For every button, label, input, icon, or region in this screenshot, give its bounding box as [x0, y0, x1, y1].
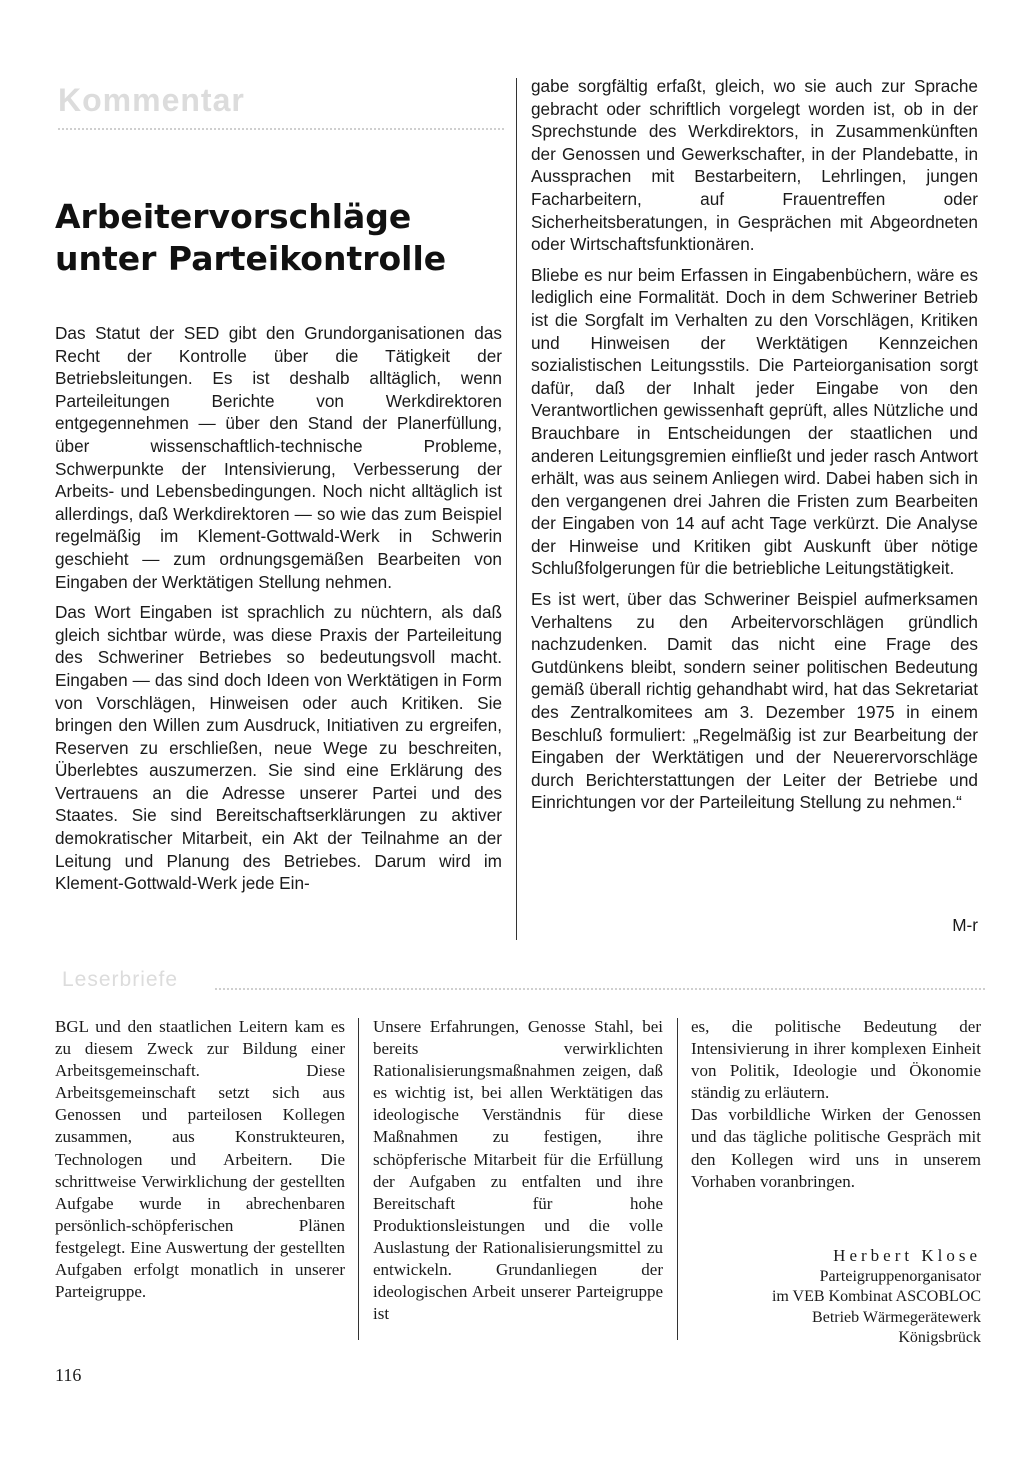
- signature-name: Herbert Klose: [833, 1246, 981, 1265]
- article-paragraph: Bliebe es nur beim Erfassen in Eingabenbüchern, wäre es lediglich eine Formalität. Doch in dem Schweriner Betrieb ist die Sorgfalt im Verhalten zu den Vorschlägen, Kritiken und Hinweisen der Werktätigen Kennzeichen sozialistischen Leitungsstils. Die Parteiorganisation sorgt dafür, daß der Inhalt jeder Eingabe von den Verantwortlichen gewissenhaft geprüft, alles Nützliche und Brauchbare in Entscheidungen der staatlichen und anderen Leitungsgremien einfließt und jeder rasch Antwort erhält, was aus seinem Anliegen wird. Dabei haben sich in den vergangenen drei Jahren die Fristen zum Bearbeiten der Eingaben von 14 auf acht Tage verkürzt. Die Analyse der Hinweise und Kritiken gibt Auskunft über nötige Schlußfolgerungen für die betriebliche Leitungstätigkeit.: [531, 264, 978, 579]
- article-left-column: [55, 322, 502, 903]
- headline-line-2: unter Parteikontrolle: [55, 239, 447, 278]
- signature-role: Parteigruppenorganisator: [819, 1267, 981, 1285]
- letter-signature: [691, 1246, 981, 1349]
- signature-dept: Betrieb Wärmegerätewerk: [812, 1308, 981, 1326]
- column-divider: [677, 1018, 678, 1340]
- article-right-column: [531, 75, 978, 822]
- section-label-leserbriefe: Leserbriefe: [62, 968, 179, 991]
- letter-paragraph: BGL und den staatlichen Leitern kam es zu diesem Zweck zur Bildung einer Arbeitsgemeinschaft. Diese Arbeitsgemeinschaft setzt sich aus Genossen und parteilosen Kollegen zusammen, aus Konstrukteuren, Technologen und Arbeitern. Die schrittweise Verwirklichung der gestellten Aufgabe wurde in abrechenbaren persönlich-schöpferischen Plänen festgelegt. Eine Auswertung der gestellten Aufgaben erfolgt monatlich in unserer Parteigruppe.: [55, 1017, 345, 1302]
- headline-line-1: Arbeitervorschläge: [55, 197, 412, 236]
- article-headline: [55, 196, 505, 280]
- letter-column-1: [55, 1016, 345, 1303]
- column-divider: [358, 1018, 359, 1340]
- author-initials: M-r: [952, 915, 978, 935]
- letter-paragraph: Das vorbildliche Wirken der Genossen und das tägliche politische Gespräch mit den Kollegen wird uns in unserem Vorhaben voranbringen.: [691, 1105, 981, 1191]
- article-paragraph: Das Statut der SED gibt den Grundorganisationen das Recht der Kontrolle über die Tätigkeit der Betriebsleitungen. Es ist deshalb alltäglich, wenn Parteileitungen Berichte von Werkdirektoren entgegennehmen — über den Stand der Planerfüllung, über wissenschaftlich-technische Probleme, Schwerpunkte der Intensivierung, Verbesserung der Arbeits- und Lebensbedingungen. Noch nicht alltäglich ist allerdings, daß Werkdirektoren — so wie das zum Beispiel regelmäßig im Klement-Gottwald-Werk in Schwerin geschieht — zum ordnungsgemäßen Bearbeiten von Eingaben der Werktätigen Stellung nehmen.: [55, 323, 502, 592]
- signature-place: Königsbrück: [898, 1329, 981, 1346]
- article-paragraph: Es ist wert, über das Schweriner Beispiel aufmerksamen Verhaltens zu den Arbeitervorschlägen gründlich nachzudenken. Damit das nicht eine Frage des Gutdünkens bleibt, sondern seiner politischen Bedeutung gemäß überall richtig gehandhabt wird, hat das Sekretariat des Zentralkomitees am 3. Dezember 1975 in einem Beschluß formuliert: „Regelmäßig ist zur Bearbeitung der Eingaben der Werktätigen und der Neuerervorschläge durch Berichterstattungen der Leiter der Betriebe und Einrichtungen vor der Parteileitung Stellung zu nehmen.“: [531, 589, 978, 813]
- article-paragraph: Das Wort Eingaben ist sprachlich zu nüchtern, als daß gleich sichtbar würde, was diese Praxis der Parteileitung des Schweriner Betriebes so bedeutungsvoll macht. Eingaben — das sind doch Ideen von Werktätigen in Form von Vorschlägen, Hinweisen oder auch Kritiken. Sie bringen den Willen zum Ausdruck, Initiativen zu ergreifen, Reserven zu erschließen, neue Wege zu beschreiten, Überlebtes auszumerzen. Sie sind eine Erklärung des Vertrauens an die Adresse unserer Partei und des Staates. Sie sind Bereitschaftserklärungen zu aktiver demokratischer Mitarbeit, ein Akt der Teilnahme an der Leitung und Planung des Betriebes. Darum wird im Klement-Gottwald-Werk jede Ein-: [55, 602, 502, 894]
- page-number: 116: [55, 1365, 82, 1385]
- section-label-kommentar: Kommentar: [58, 82, 245, 118]
- section-rule: [58, 128, 504, 130]
- letter-column-3: [691, 1016, 981, 1193]
- signature-org: im VEB Kombinat ASCOBLOC: [771, 1288, 981, 1305]
- column-divider: [516, 78, 517, 940]
- article-paragraph: gabe sorgfältig erfaßt, gleich, wo sie auch zur Sprache gebracht oder schriftlich vorgelegt worden ist, ob in der Sprechstunde des Werkdirektors, in Zusammenkünften der Genossen und Gewerkschafter, in der Plandebatte, in Aussprachen mit Bestarbeitern, Lehrlingen, jungen Facharbeitern, auf Frauentreffen oder Sicherheitsberatungen, in Gesprächen mit Abgeordneten oder Wirtschaftsfunktionären.: [531, 76, 978, 255]
- letter-paragraph: Unsere Erfahrungen, Genosse Stahl, bei bereits verwirklichten Rationalisierungsmaßnahmen zeigen, daß es wichtig ist, bei allen Werktätigen das ideologische Verständnis für diese Maßnahmen zu festigen, ihre schöpferische Mitarbeit für die Erfüllung der Aufgaben zu entfalten und ihre Bereitschaft für hohe Produktionsleistungen und die volle Auslastung der Rationalisierungsmittel zu entwickeln. Grundanliegen der ideologischen Arbeit unserer Parteigruppe ist: [373, 1017, 663, 1324]
- letter-column-2: [373, 1016, 663, 1325]
- section-rule: [215, 988, 985, 990]
- letter-paragraph: es, die politische Bedeutung der Intensivierung in ihrer komplexen Einheit von Politik, Ideologie und Ökonomie ständig zu erläutern.: [691, 1017, 981, 1103]
